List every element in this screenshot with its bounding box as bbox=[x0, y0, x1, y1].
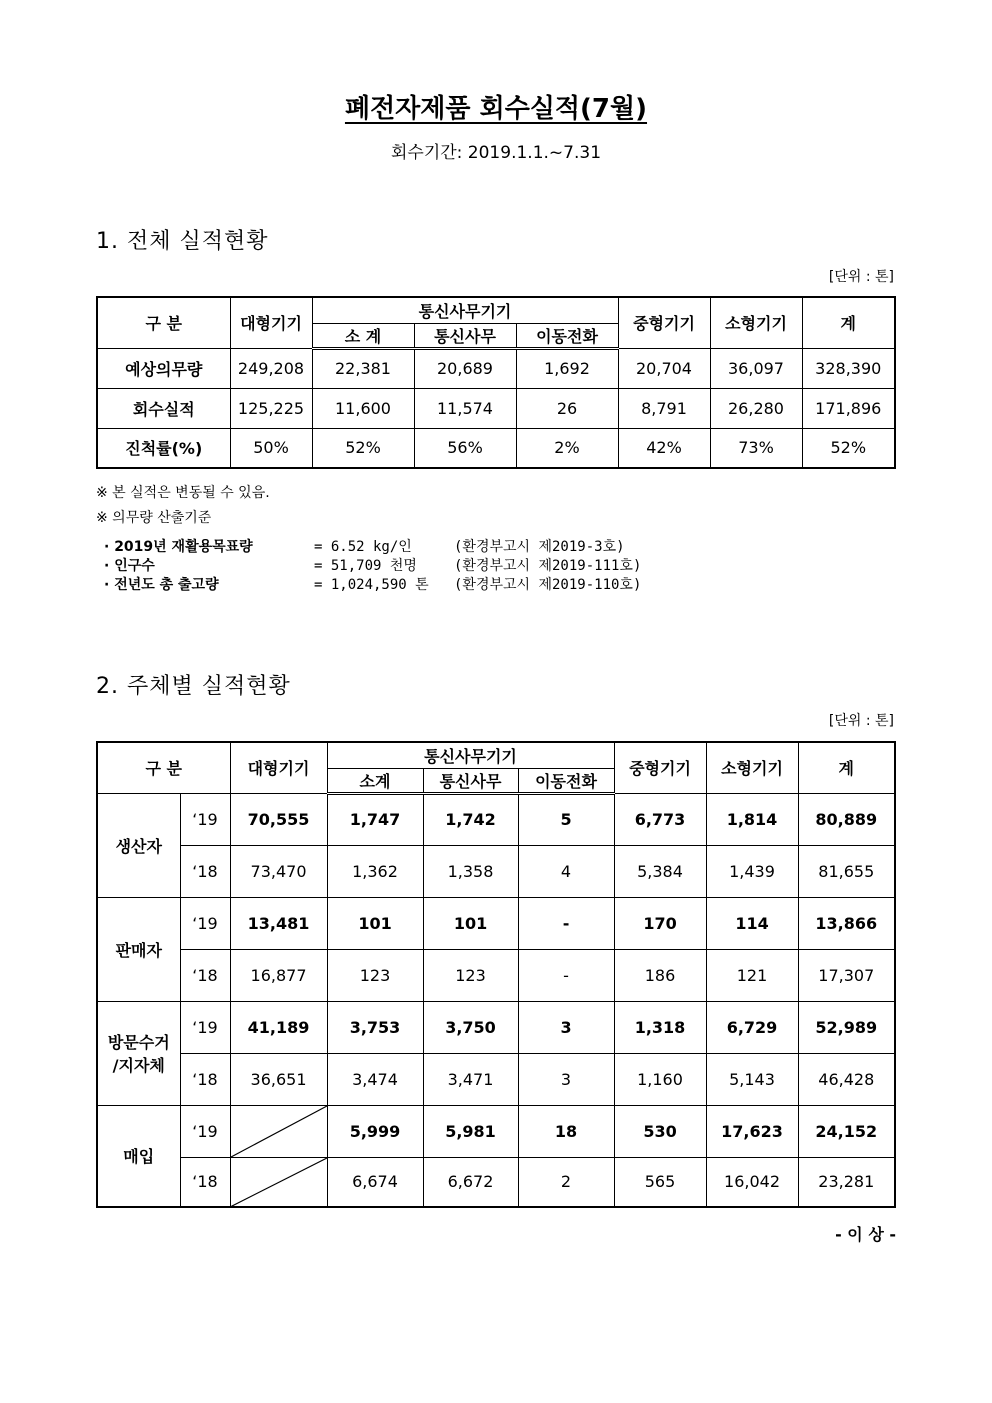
basis-source: (환경부고시 제2019-110호) bbox=[454, 577, 642, 593]
header-subtotal: 소 계 bbox=[312, 323, 414, 348]
overall-results-table bbox=[96, 296, 896, 469]
cell: 22,381 bbox=[312, 348, 414, 388]
cell: 3,474 bbox=[327, 1053, 423, 1105]
year-cell: ‘19 bbox=[180, 1105, 230, 1157]
cell: 125,225 bbox=[230, 388, 312, 428]
cell: - bbox=[518, 897, 614, 949]
list-item bbox=[104, 557, 641, 576]
cell: 101 bbox=[423, 897, 518, 949]
cell: 17,307 bbox=[798, 949, 895, 1001]
cell: 3 bbox=[518, 1001, 614, 1053]
cell: 6,729 bbox=[706, 1001, 798, 1053]
table-row bbox=[97, 428, 895, 468]
cell: 1,362 bbox=[327, 845, 423, 897]
cell: 1,439 bbox=[706, 845, 798, 897]
group-label: 매입 bbox=[97, 1105, 180, 1207]
section1-unit: [단위 : 톤] bbox=[828, 269, 894, 285]
cell: 1,160 bbox=[614, 1053, 706, 1105]
cell: 56% bbox=[414, 428, 516, 468]
cell: 20,704 bbox=[618, 348, 710, 388]
cell: 1,358 bbox=[423, 845, 518, 897]
header-category: 구 분 bbox=[97, 742, 230, 793]
header-large: 대형기기 bbox=[230, 297, 312, 348]
cell: 73,470 bbox=[230, 845, 327, 897]
header-mobile: 이동전화 bbox=[518, 768, 614, 793]
cell: 5,999 bbox=[327, 1105, 423, 1157]
table-row bbox=[97, 348, 895, 388]
cell: 42% bbox=[618, 428, 710, 468]
diagonal-line bbox=[231, 1106, 327, 1157]
group-label: 판매자 bbox=[97, 897, 180, 1001]
header-telecom-group: 통신사무기기 bbox=[327, 742, 614, 768]
cell: 2 bbox=[518, 1157, 614, 1207]
row-label: 회수실적 bbox=[97, 388, 230, 428]
cell: 121 bbox=[706, 949, 798, 1001]
cell: 5,143 bbox=[706, 1053, 798, 1105]
table-row bbox=[97, 949, 895, 1001]
section1-heading: 1. 전체 실적현황 bbox=[96, 229, 269, 254]
cell: 3 bbox=[518, 1053, 614, 1105]
header-medium: 중형기기 bbox=[618, 297, 710, 348]
table-row bbox=[97, 388, 895, 428]
diagonal-line bbox=[231, 1158, 327, 1207]
cell: 114 bbox=[706, 897, 798, 949]
cell: 26,280 bbox=[710, 388, 802, 428]
cell: 5,981 bbox=[423, 1105, 518, 1157]
cell: 18 bbox=[518, 1105, 614, 1157]
header-mobile: 이동전화 bbox=[516, 323, 618, 348]
cell: 13,481 bbox=[230, 897, 327, 949]
cell: 81,655 bbox=[798, 845, 895, 897]
cell: 3,471 bbox=[423, 1053, 518, 1105]
cell: 73% bbox=[710, 428, 802, 468]
table-row bbox=[97, 1157, 895, 1207]
cell: 1,747 bbox=[327, 793, 423, 845]
cell: 6,674 bbox=[327, 1157, 423, 1207]
header-telecom-group: 통신사무기기 bbox=[312, 297, 618, 323]
obligation-basis-list bbox=[104, 538, 641, 595]
cell: 36,651 bbox=[230, 1053, 327, 1105]
year-cell: ‘19 bbox=[180, 1001, 230, 1053]
cell: 70,555 bbox=[230, 793, 327, 845]
end-mark: - 이 상 - bbox=[835, 1225, 896, 1244]
cell: 123 bbox=[423, 949, 518, 1001]
basis-source: (환경부고시 제2019-3호) bbox=[454, 539, 625, 555]
row-label: 예상의무량 bbox=[97, 348, 230, 388]
cell: 16,042 bbox=[706, 1157, 798, 1207]
entity-results-table bbox=[96, 741, 896, 1208]
header-total: 계 bbox=[802, 297, 895, 348]
cell: 101 bbox=[327, 897, 423, 949]
cell: 5 bbox=[518, 793, 614, 845]
cell: 20,689 bbox=[414, 348, 516, 388]
group-label: 생산자 bbox=[97, 793, 180, 897]
group-label-line2: /지자체 bbox=[112, 1056, 165, 1075]
cell: 16,877 bbox=[230, 949, 327, 1001]
header-category: 구 분 bbox=[97, 297, 230, 348]
cell: 11,600 bbox=[312, 388, 414, 428]
cell: 6,773 bbox=[614, 793, 706, 845]
table-row bbox=[97, 1001, 895, 1053]
basis-value: = 1,024,590 톤 bbox=[314, 577, 429, 593]
cell: 50% bbox=[230, 428, 312, 468]
cell: 171,896 bbox=[802, 388, 895, 428]
cell: 46,428 bbox=[798, 1053, 895, 1105]
year-cell: ‘18 bbox=[180, 845, 230, 897]
table-row bbox=[97, 1053, 895, 1105]
cell: 565 bbox=[614, 1157, 706, 1207]
basis-value: = 6.52 kg/인 bbox=[314, 539, 412, 555]
basis-label: · 인구수 bbox=[104, 558, 155, 574]
cell: 52,989 bbox=[798, 1001, 895, 1053]
row-label: 진척률(%) bbox=[97, 428, 230, 468]
header-small: 소형기기 bbox=[706, 742, 798, 793]
year-cell: ‘19 bbox=[180, 897, 230, 949]
cell: 1,692 bbox=[516, 348, 618, 388]
cell: 11,574 bbox=[414, 388, 516, 428]
collection-period: 회수기간: 2019.1.1.~7.31 bbox=[390, 143, 602, 163]
basis-value: = 51,709 천명 bbox=[314, 558, 417, 574]
cell: 5,384 bbox=[614, 845, 706, 897]
document-title-wrap bbox=[0, 88, 992, 125]
year-cell: ‘18 bbox=[180, 949, 230, 1001]
cell: 24,152 bbox=[798, 1105, 895, 1157]
cell: 17,623 bbox=[706, 1105, 798, 1157]
group-label-line1: 방문수거 bbox=[107, 1033, 170, 1052]
header-office: 통신사무 bbox=[423, 768, 518, 793]
group-label bbox=[97, 1001, 180, 1105]
basis-label: · 2019년 재활용목표량 bbox=[104, 539, 253, 555]
table-row bbox=[97, 845, 895, 897]
header-office: 통신사무 bbox=[414, 323, 516, 348]
cell: 52% bbox=[802, 428, 895, 468]
basis-label: · 전년도 총 출고량 bbox=[104, 577, 219, 593]
document-title: 폐전자제품 회수실적(7월) bbox=[344, 94, 648, 124]
cell: 2% bbox=[516, 428, 618, 468]
section2-heading: 2. 주체별 실적현황 bbox=[96, 674, 291, 699]
cell: 80,889 bbox=[798, 793, 895, 845]
notes bbox=[96, 481, 270, 531]
cell: 6,672 bbox=[423, 1157, 518, 1207]
header-small: 소형기기 bbox=[710, 297, 802, 348]
cell: 1,814 bbox=[706, 793, 798, 845]
table-row bbox=[97, 793, 895, 845]
cell: 1,742 bbox=[423, 793, 518, 845]
header-medium: 중형기기 bbox=[614, 742, 706, 793]
cell: 123 bbox=[327, 949, 423, 1001]
header-subtotal: 소계 bbox=[327, 768, 423, 793]
list-item bbox=[104, 538, 641, 557]
cell: 186 bbox=[614, 949, 706, 1001]
note-basis-title: ※ 의무량 산출기준 bbox=[96, 510, 212, 526]
cell: 1,318 bbox=[614, 1001, 706, 1053]
cell: 3,753 bbox=[327, 1001, 423, 1053]
empty-diagonal-cell bbox=[230, 1105, 327, 1157]
cell: 26 bbox=[516, 388, 618, 428]
header-total: 계 bbox=[798, 742, 895, 793]
table-row bbox=[97, 897, 895, 949]
cell: 3,750 bbox=[423, 1001, 518, 1053]
cell: 328,390 bbox=[802, 348, 895, 388]
note-variable: ※ 본 실적은 변동될 수 있음. bbox=[96, 485, 270, 501]
table-row bbox=[97, 1105, 895, 1157]
cell: 4 bbox=[518, 845, 614, 897]
cell: 13,866 bbox=[798, 897, 895, 949]
cell: 8,791 bbox=[618, 388, 710, 428]
cell: 23,281 bbox=[798, 1157, 895, 1207]
cell: 249,208 bbox=[230, 348, 312, 388]
year-cell: ‘18 bbox=[180, 1157, 230, 1207]
cell: - bbox=[518, 949, 614, 1001]
header-large: 대형기기 bbox=[230, 742, 327, 793]
cell: 52% bbox=[312, 428, 414, 468]
list-item bbox=[104, 576, 641, 595]
basis-source: (환경부고시 제2019-111호) bbox=[454, 558, 642, 574]
cell: 170 bbox=[614, 897, 706, 949]
year-cell: ‘18 bbox=[180, 1053, 230, 1105]
year-cell: ‘19 bbox=[180, 793, 230, 845]
cell: 41,189 bbox=[230, 1001, 327, 1053]
cell: 530 bbox=[614, 1105, 706, 1157]
empty-diagonal-cell bbox=[230, 1157, 327, 1207]
section2-unit: [단위 : 톤] bbox=[828, 713, 894, 729]
cell: 36,097 bbox=[710, 348, 802, 388]
